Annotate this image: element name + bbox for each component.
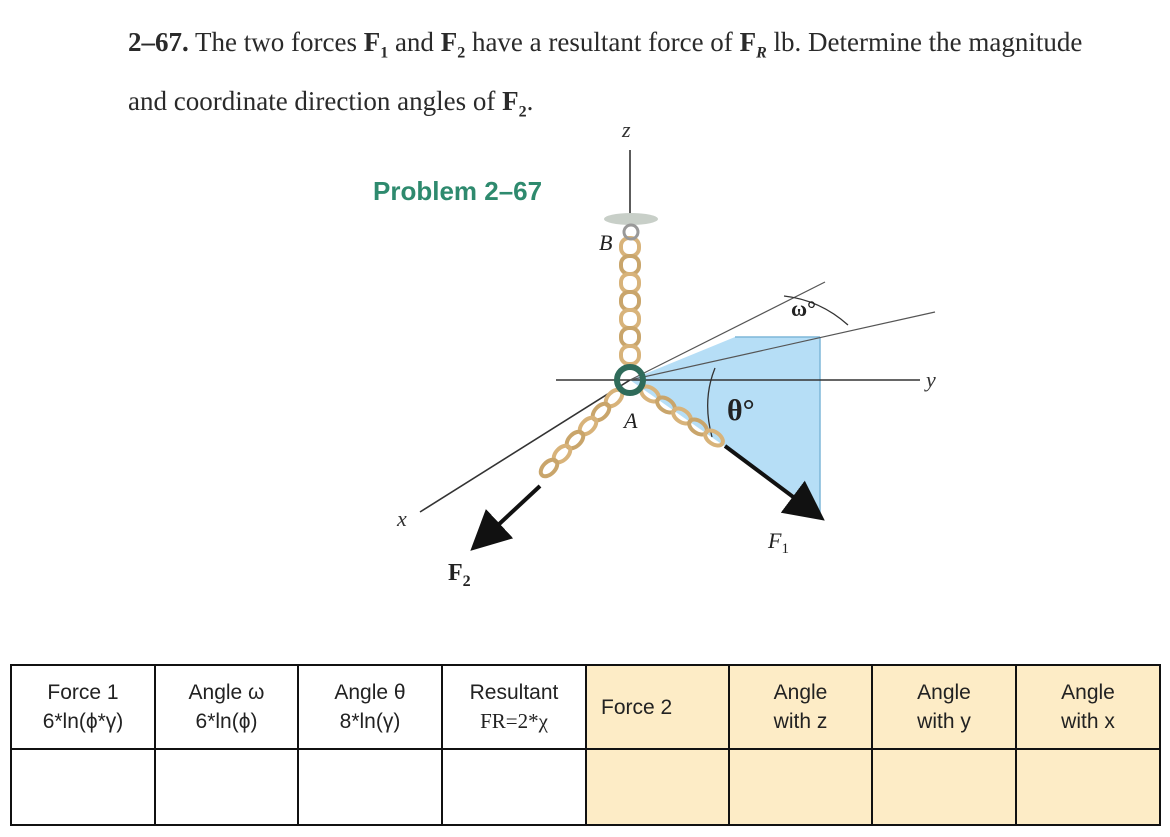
fr-subscript: R <box>756 44 767 62</box>
point-b-label: B <box>599 230 613 255</box>
angle-x-answer-cell[interactable] <box>1016 749 1160 825</box>
f2-symbol: F <box>440 27 458 57</box>
problem-text: and <box>388 27 441 57</box>
chain-f2 <box>538 387 626 480</box>
force2-answer-cell[interactable] <box>586 749 729 825</box>
problem-text: The two forces <box>188 27 364 57</box>
answer-table <box>10 664 1161 826</box>
angle-omega-answer-cell[interactable] <box>155 749 298 825</box>
header-line: Angle <box>1061 681 1115 704</box>
x-axis-label: x <box>397 506 407 531</box>
f2-subscript: 2 <box>457 44 466 62</box>
omega-label: ω° <box>791 296 816 321</box>
header-line: Angle <box>917 681 971 704</box>
problem-number: 2–67. <box>128 27 189 57</box>
angle-x-header <box>1016 665 1160 749</box>
f1-subscript: 1 <box>380 44 389 62</box>
f2-subscript: 2 <box>518 103 527 121</box>
angle-theta-answer-cell[interactable] <box>298 749 442 825</box>
resultant-header <box>442 665 586 749</box>
header-line: with y <box>917 710 971 733</box>
angle-theta-header <box>298 665 442 749</box>
header-line: Angle ω <box>188 681 265 704</box>
header-formula: FR=2*χ <box>480 709 548 733</box>
header-formula: 8*ln(γ) <box>339 710 401 733</box>
angle-omega-header <box>155 665 298 749</box>
theta-plane <box>630 337 820 513</box>
angle-z-answer-cell[interactable] <box>729 749 872 825</box>
header-line: Resultant <box>469 681 559 704</box>
angle-z-header <box>729 665 872 749</box>
header-line: Force 2 <box>601 695 673 719</box>
header-formula: 6*ln(ϕ) <box>195 710 258 733</box>
theta-label: θ° <box>727 394 755 427</box>
f2-arrow <box>482 486 540 540</box>
problem-text: . <box>526 86 534 117</box>
force2-header <box>586 665 729 749</box>
y-axis-label: y <box>926 367 936 392</box>
header-line: Angle <box>773 681 828 704</box>
angle-y-header <box>872 665 1016 749</box>
problem-text: have a resultant force of <box>465 27 740 57</box>
header-line: with x <box>1061 710 1115 733</box>
z-axis-label: z <box>622 117 631 142</box>
vertical-chain <box>621 238 639 364</box>
f1-label: $F_1$ <box>768 528 789 557</box>
x-axis <box>420 380 630 512</box>
f2-label: $F_2$ <box>448 560 471 590</box>
header-line: Force 1 <box>47 681 119 704</box>
problem-text: lb. Determine the magnitude and coordinate direction angles of <box>128 27 1083 117</box>
angle-y-answer-cell[interactable] <box>872 749 1016 825</box>
header-formula: 6*ln(ϕ*γ) <box>42 710 124 733</box>
figure-title: Problem 2–67 <box>373 176 543 206</box>
fr-symbol: F <box>739 27 757 57</box>
header-line: Angle θ <box>334 681 406 704</box>
force1-answer-cell[interactable] <box>11 749 155 825</box>
resultant-answer-cell[interactable] <box>442 749 586 825</box>
f2-symbol: F <box>502 86 519 117</box>
header-line: with z <box>773 710 828 733</box>
answer-row <box>11 749 1160 825</box>
point-a-label: A <box>624 408 638 433</box>
force1-header <box>11 665 155 749</box>
ceiling-plate <box>604 213 658 225</box>
f1-symbol: F <box>363 27 381 57</box>
header-row <box>11 665 1160 749</box>
